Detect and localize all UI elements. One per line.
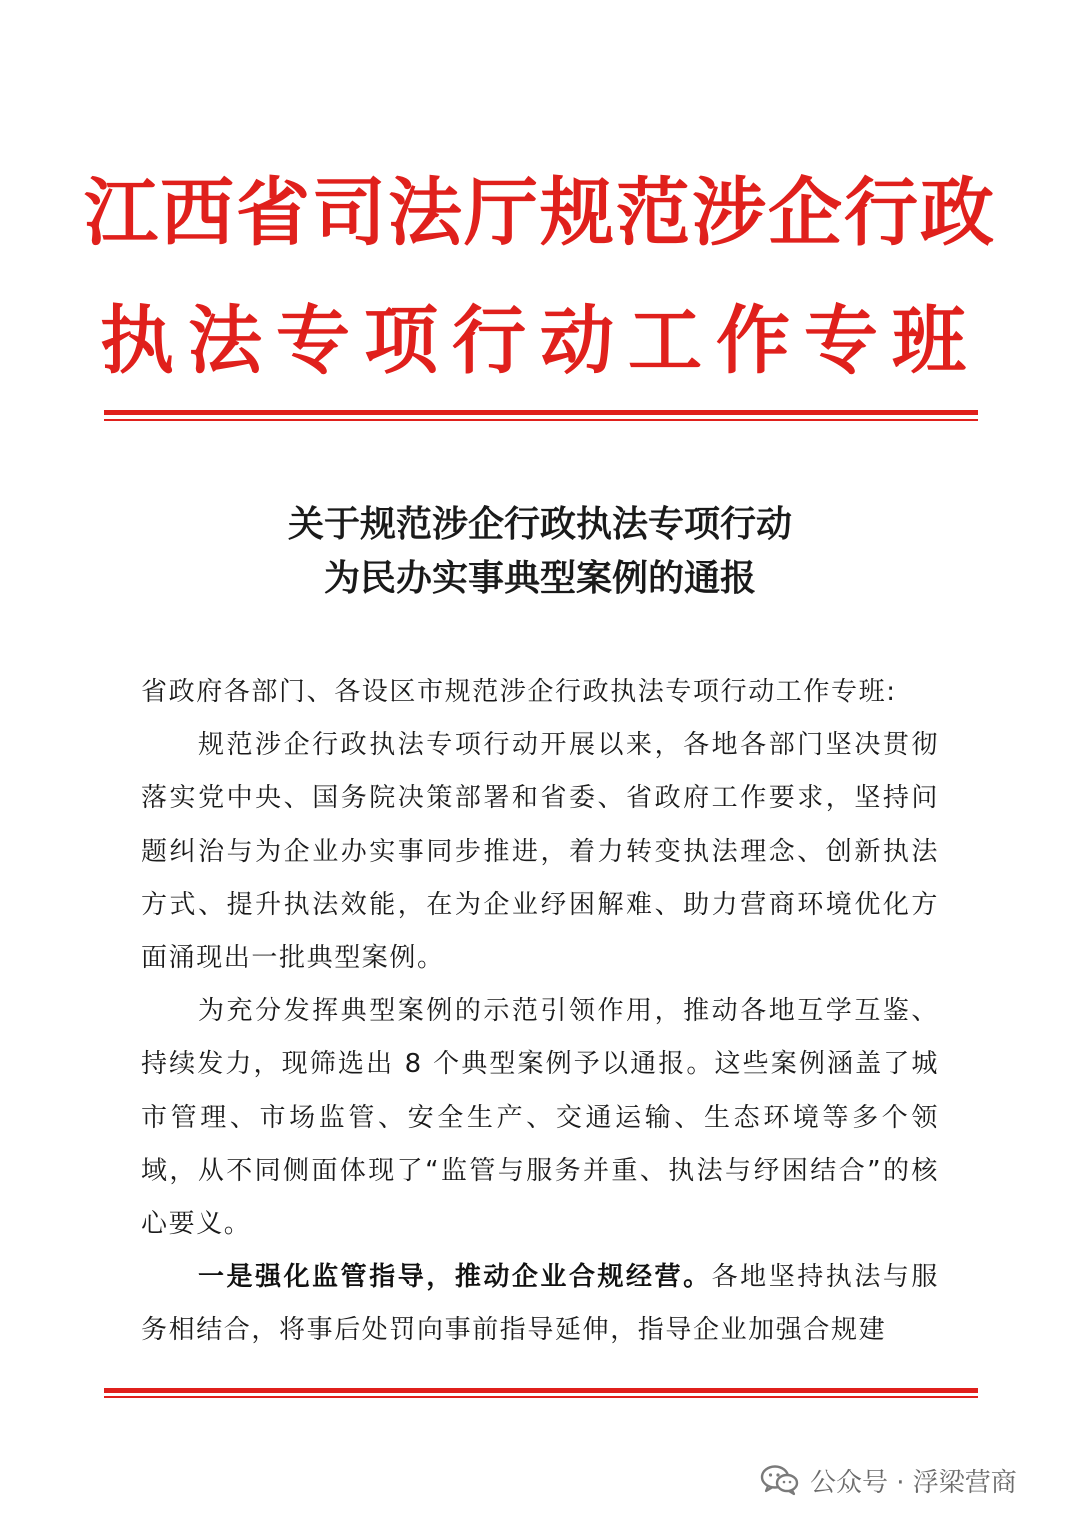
document-title-line-2: 为民办实事典型案例的通报: [323, 557, 756, 599]
issuer-header-line-1: 江西省司法厅规范涉企行政: [84, 170, 996, 256]
wechat-icon: [760, 1464, 800, 1496]
paragraph-2: 为充分发挥典型案例的示范引领作用，推动各地互学互鉴、持续发力，现筛选出 8 个典型案例予以通报。这些案例涵盖了城市管理、市场监管、安全生产、交通运输、生态环境等多个领域，从不同侧面体现了“监管与服务并重、执法与纾困结合”的核心要义。: [141, 996, 939, 1240]
header-rule-thick: [104, 410, 978, 415]
issuer-header-line-2: 执法专项行动工作专班: [100, 298, 980, 384]
footer-rule-thick: [104, 1388, 978, 1393]
paragraph-3: [141, 1251, 939, 1357]
header-rule-thin: [104, 419, 978, 421]
paragraph-3-text: 各地坚持执法与服务相结合，将事后处罚向事前指导延伸，指导企业加强合规建: [141, 1262, 939, 1346]
paragraph-3-lead: 一是强化监管指导，推动企业合规经营。: [198, 1262, 712, 1293]
footer-rule-thin: [104, 1396, 978, 1398]
document-title-line-1: 关于规范涉企行政执法专项行动: [287, 503, 792, 545]
salutation: 省政府各部门、各设区市规范涉企行政执法专项行动工作专班:: [141, 677, 897, 707]
document-body: [141, 666, 939, 1358]
paragraph-1: 规范涉企行政执法专项行动开展以来，各地各部门坚决贯彻落实党中央、国务院决策部署和省委、省政府工作要求，坚持问题纠治与为企业办实事同步推进，着力转变执法理念、创新执法方式、提升执法效能，在为企业纾困解难、助力营商环境优化方面涌现出一批典型案例。: [141, 730, 939, 974]
watermark: [760, 1458, 1017, 1502]
watermark-text: 公众号 · 浮梁营商: [810, 1467, 1017, 1498]
